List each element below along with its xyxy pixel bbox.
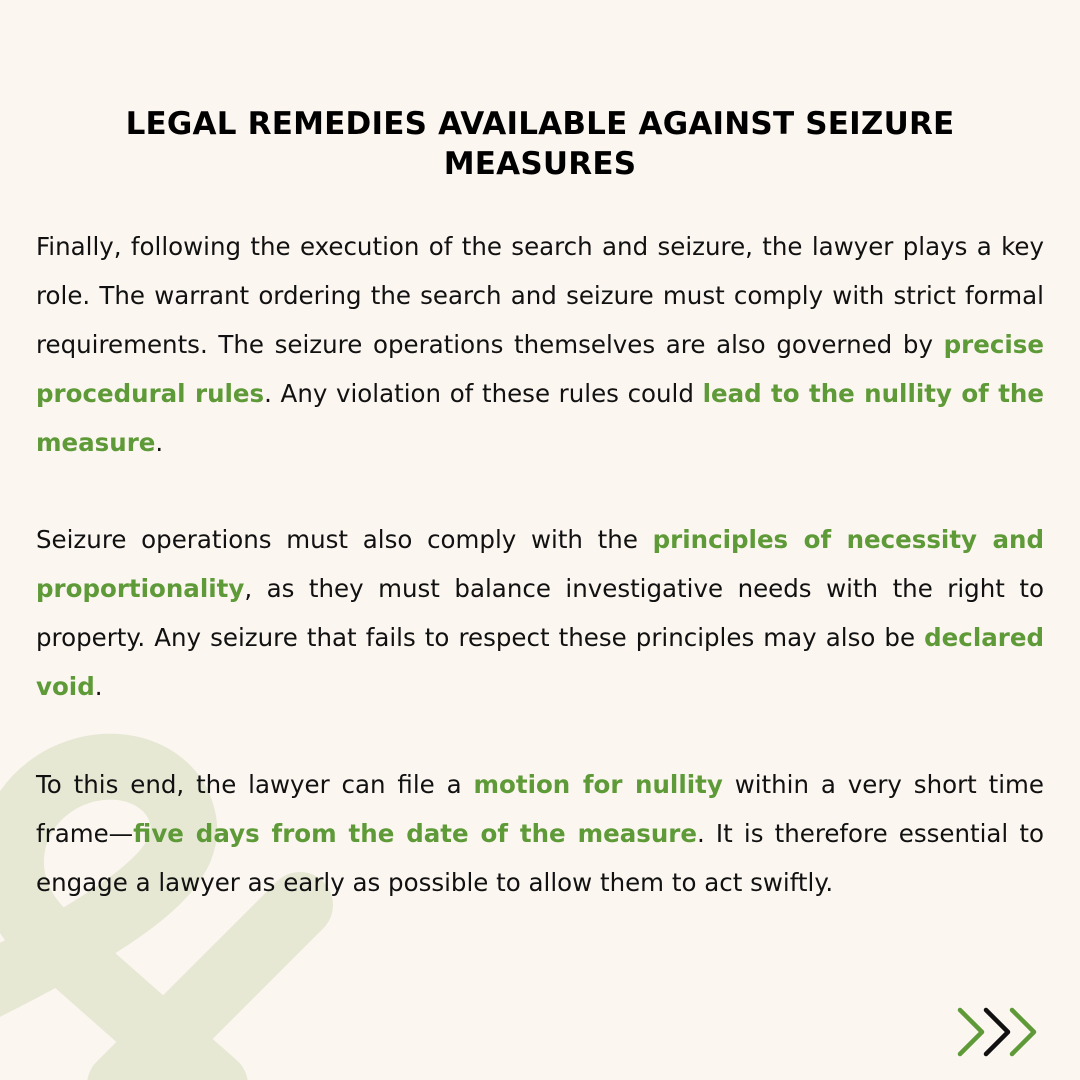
- chevron-right-icon: [986, 1010, 1008, 1054]
- highlight-nullity-of-measure: lead to the nullity of the measure: [36, 379, 1044, 457]
- paragraph-text: To this end, the lawyer can file a: [36, 770, 474, 799]
- paragraph-text: within a very short time frame—: [36, 770, 1044, 848]
- paragraph-motion-for-nullity: [36, 760, 1044, 907]
- highlight-necessity-proportionality: principles of necessity and proportionality: [36, 525, 1044, 603]
- next-slide-button[interactable]: [956, 1006, 1044, 1062]
- paragraph-text: .: [94, 672, 103, 701]
- paragraph-text: . Any violation of these rules could: [264, 379, 703, 408]
- paragraph-text: Seizure operations must also comply with the: [36, 525, 653, 554]
- chevron-right-icon: [1012, 1010, 1034, 1054]
- highlight-motion-for-nullity: motion for nullity: [473, 770, 723, 799]
- paragraph-text: , as they must balance investigative needs with the right to property. Any seizure that fails to respect these principles may also be: [36, 574, 1044, 652]
- paragraph-text: Finally, following the execution of the search and seizure, the lawyer plays a key role. The warrant ordering the search and seizure must comply with strict formal requirements. The seizure operations themselves are also governed by: [36, 232, 1044, 359]
- paragraph-text: .: [155, 428, 164, 457]
- highlight-declared-void: declared void: [36, 623, 1044, 701]
- paragraph-proportionality: [36, 515, 1044, 711]
- highlight-five-days: five days from the date of the measure: [133, 819, 697, 848]
- chevron-right-icon: [960, 1010, 982, 1054]
- highlight-precise-procedural-rules: precise procedural rules: [36, 330, 1044, 408]
- page-title: LEGAL REMEDIES AVAILABLE AGAINST SEIZURE MEASURES: [125, 106, 955, 182]
- paragraph-text: . It is therefore essential to engage a lawyer as early as possible to allow them to act swiftly.: [36, 819, 1044, 897]
- paragraph-nullity-rules: [36, 222, 1044, 467]
